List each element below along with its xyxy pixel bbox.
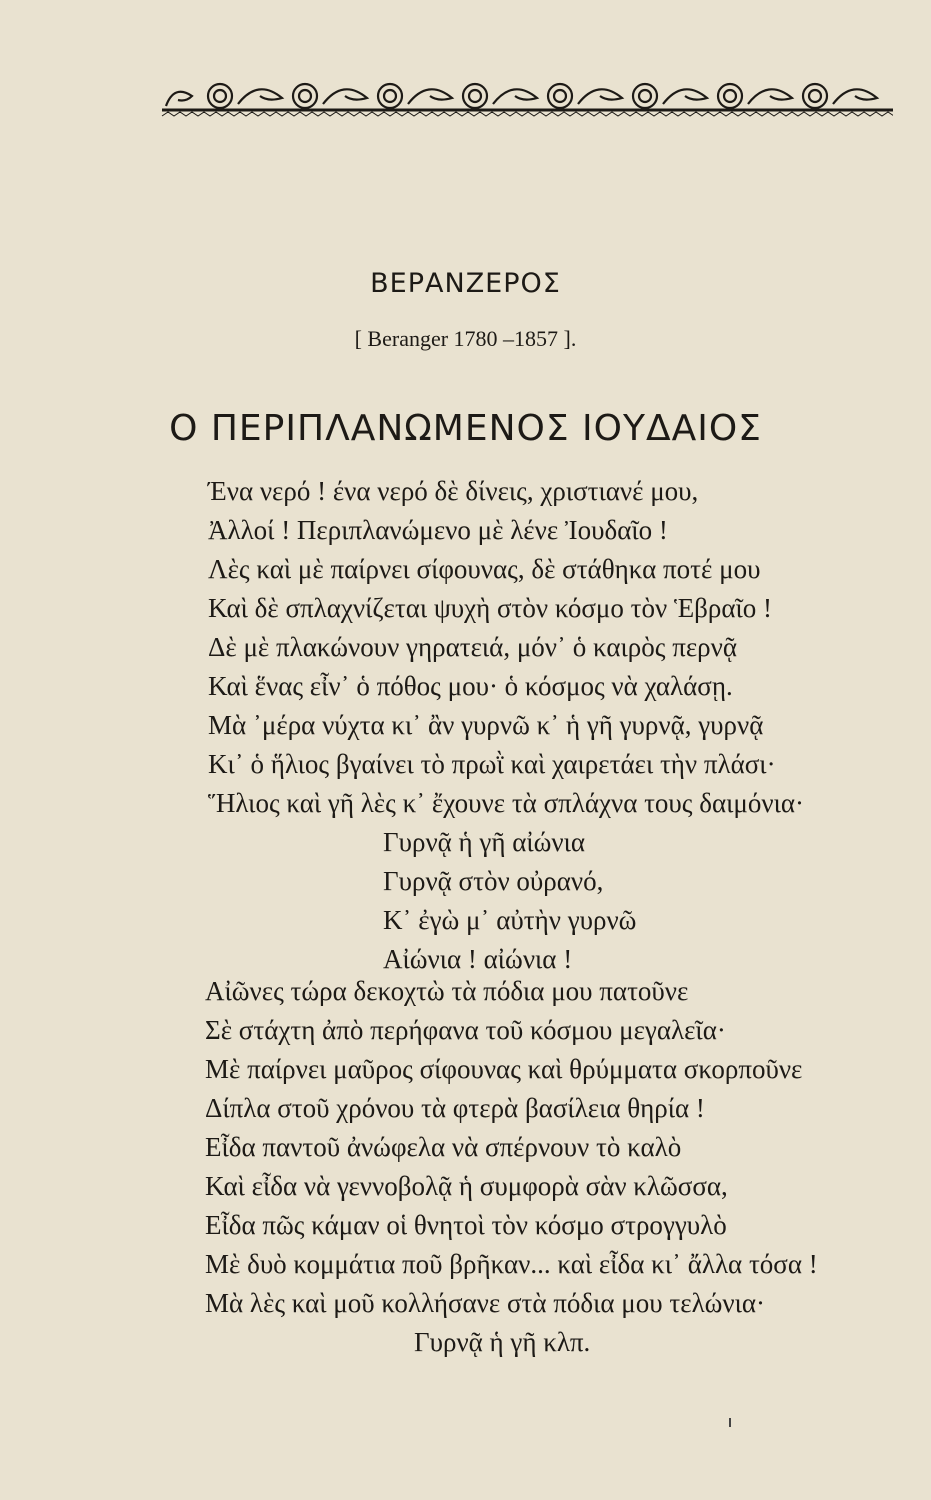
refrain-line: Αἰώνια ! αἰώνια ! — [383, 944, 573, 974]
verse-line: Σὲ στάχτη ἀπὸ περήφανα τοῦ κόσμου μεγαλεῖα· — [205, 1015, 726, 1045]
verse-line: Δίπλα στοῦ χρόνου τὰ φτερὰ βασίλεια θηρία ! — [205, 1093, 705, 1123]
ornamental-header-band — [160, 78, 893, 122]
refrain-line: Γυρνᾷ ἡ γῆ αἰώνια — [383, 827, 586, 857]
verse-line: Μὰ ᾽μέρα νύχτα κι᾽ ἂν γυρνῶ κ᾽ ἡ γῆ γυρνᾷ, γυρνᾷ — [208, 710, 764, 740]
poem-title: Ο ΠΕΡΙΠΛΑΝΩΜΕΝΟΣ ΙΟΥΔΑΙΟΣ — [169, 408, 762, 449]
verse-line: Αἰῶνες τώρα δεκοχτὼ τὰ πόδια μου πατοῦνε — [205, 976, 689, 1006]
verse-line: Καὶ ἕνας εἶν᾽ ὁ πόθος μου· ὁ κόσμος νὰ χαλάσῃ. — [208, 671, 733, 701]
stanza-2 — [0, 972, 931, 1362]
verse-line: Ένα νερό ! ένα νερό δὲ δίνεις, χριστιανέ μου, — [208, 476, 699, 506]
verse-line: Εἶδα πῶς κάμαν οἱ θνητοὶ τὸν κόσμο στρογγυλὸ — [205, 1210, 727, 1240]
verse-line: Μὲ παίρνει μαῦρος σίφουνας καὶ θρύμματα σκορποῦνε — [205, 1054, 803, 1084]
verse-line: Ἥλιος καὶ γῆ λὲς κ᾽ ἔχουνε τὰ σπλάχνα τους δαιμόνια· — [208, 788, 804, 818]
verse-line: Δὲ μὲ πλακώνουν γηρατειά, μόν᾽ ὁ καιρὸς περνᾷ — [208, 632, 737, 662]
refrain-line: Γυρνᾷ στὸν οὐρανό, — [383, 866, 604, 896]
author-heading: ΒΕΡΑΝΖΕΡΟΣ — [370, 268, 561, 299]
verse-line: Καὶ εἶδα νὰ γεννοβολᾷ ἡ συμφορὰ σὰν κλῶσσα, — [205, 1171, 728, 1201]
verse-line: Καὶ δὲ σπλαχνίζεται ψυχὴ στὸν κόσμο τὸν Ἑβραῖο ! — [208, 593, 773, 623]
stanza-1 — [0, 472, 931, 979]
verse-line: Μὰ λὲς καὶ μοῦ κολλήσανε στὰ πόδια μου τελώνια· — [205, 1288, 766, 1318]
verse-line: Κι᾽ ὁ ἥλιος βγαίνει τὸ πρωῒ καὶ χαιρετάει τὴν πλάσι· — [208, 749, 776, 779]
refrain-reference: Γυρνᾷ ἡ γῆ κλπ. — [414, 1327, 591, 1357]
print-mark — [729, 1418, 731, 1427]
verse-line: Ἀλλοί ! Περιπλανώμενο μὲ λένε Ἰουδαῖο ! — [208, 515, 668, 545]
refrain-line: Κ᾽ ἐγὼ μ᾽ αὐτὴν γυρνῶ — [383, 905, 637, 935]
author-dates: [ Beranger 1780 –1857 ]. — [354, 326, 577, 351]
verse-line: Μὲ δυὸ κομμάτια ποῦ βρῆκαν... καὶ εἶδα κι᾽ ἄλλα τόσα ! — [205, 1249, 818, 1279]
verse-line: Εἶδα παντοῦ ἀνώφελα νὰ σπέρνουν τὸ καλὸ — [205, 1132, 682, 1162]
verse-line: Λὲς καὶ μὲ παίρνει σίφουνας, δὲ στάθηκα ποτέ μου — [208, 554, 761, 584]
